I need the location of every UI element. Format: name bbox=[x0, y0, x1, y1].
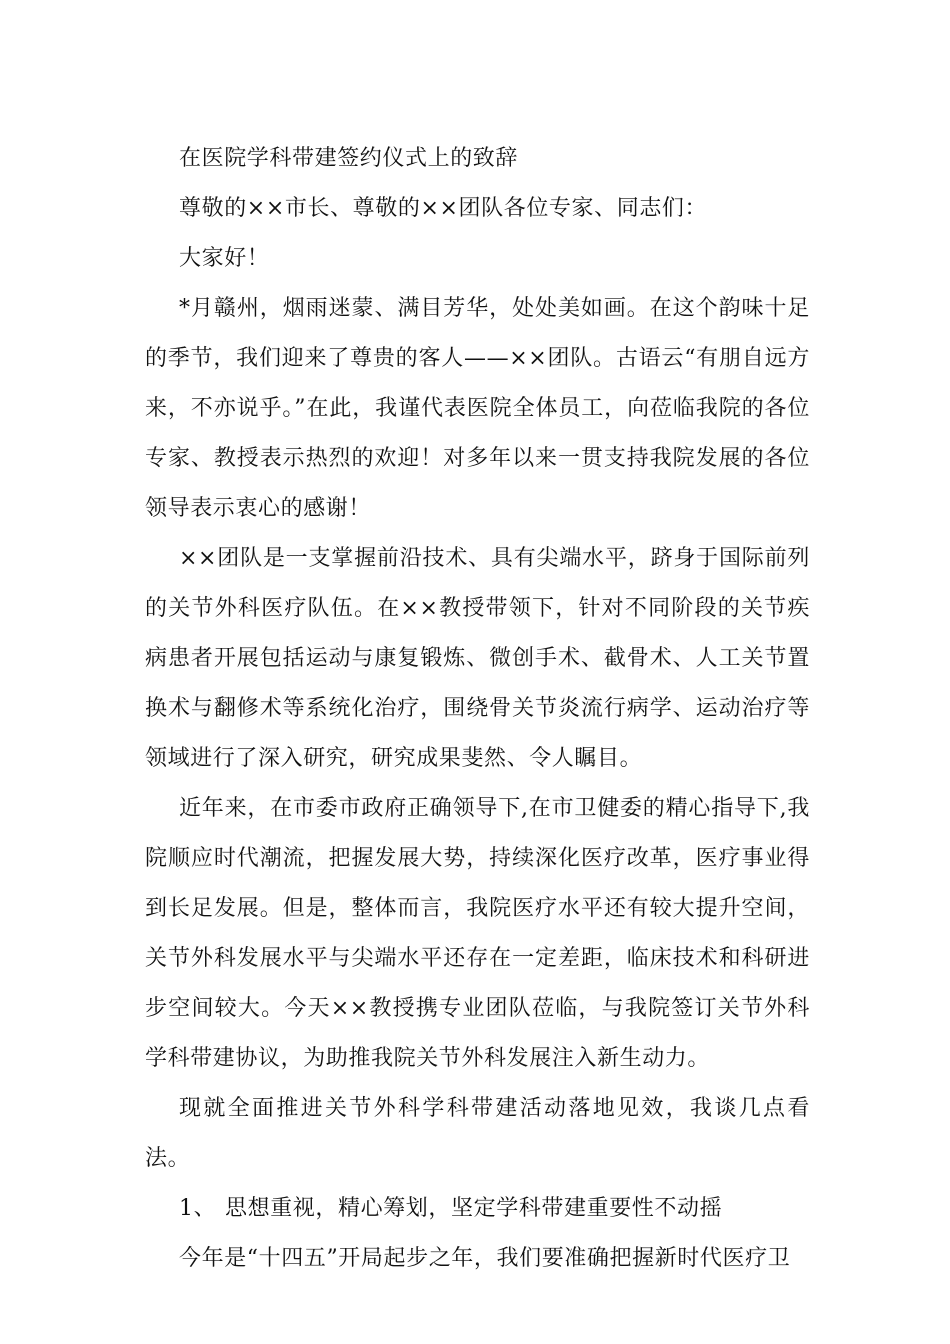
paragraph-hospital-development: 近年来，在市委市政府正确领导下,在市卫健委的精心指导下,我院顺应时代潮流，把握发展大势，持续深化医疗改革，医疗事业得到长足发展。但是，整体而言，我院医疗水平还有较大提升空间，关节外科发展水平与尖端水平还存在一定差距，临床技术和科研进步空间较大。今天××教授携专业团队莅临，与我院签订关节外科学科带建协议，为助推我院关节外科发展注入新生动力。 bbox=[145, 796, 810, 1071]
paragraph-welcome: *月赣州，烟雨迷蒙、满目芳华，处处美如画。在这个韵味十足的季节，我们迎来了尊贵的客人——××团队。古语云“有朋自远方来，不亦说乎。”在此，我谨代表医院全体员工，向莅临我院的各位专家、教授表示热烈的欢迎！对多年以来一贯支持我院发展的各位领导表示衷心的感谢！ bbox=[145, 296, 810, 521]
numbered-heading-number: 1、 bbox=[179, 1196, 217, 1221]
document-page bbox=[145, 134, 810, 1284]
paragraph-views-intro: 现就全面推进关节外科学科带建活动落地见效，我谈几点看法。 bbox=[145, 1096, 810, 1171]
greeting: 大家好！ bbox=[179, 246, 270, 271]
numbered-heading bbox=[145, 1184, 810, 1234]
document-title: 在医院学科带建签约仪式上的致辞 bbox=[179, 146, 519, 171]
paragraph-team-intro: ××团队是一支掌握前沿技术、具有尖端水平，跻身于国际前列的关节外科医疗队伍。在××教授带领下，针对不同阶段的关节疾病患者开展包括运动与康复锻炼、微创手术、截骨术、人工关节置换术与翻修术等系统化治疗，围绕骨关节炎流行病学、运动治疗等领域进行了深入研究，研究成果斐然、令人瞩目。 bbox=[145, 546, 810, 771]
numbered-heading-text: 思想重视，精心筹划，坚定学科带建重要性不动摇 bbox=[225, 1196, 723, 1221]
salutation: 尊敬的××市长、尊敬的××团队各位专家、同志们： bbox=[179, 196, 708, 221]
paragraph-fourteenth-five-year: 今年是“十四五”开局起步之年，我们要准确把握新时代医疗卫 bbox=[179, 1246, 791, 1271]
